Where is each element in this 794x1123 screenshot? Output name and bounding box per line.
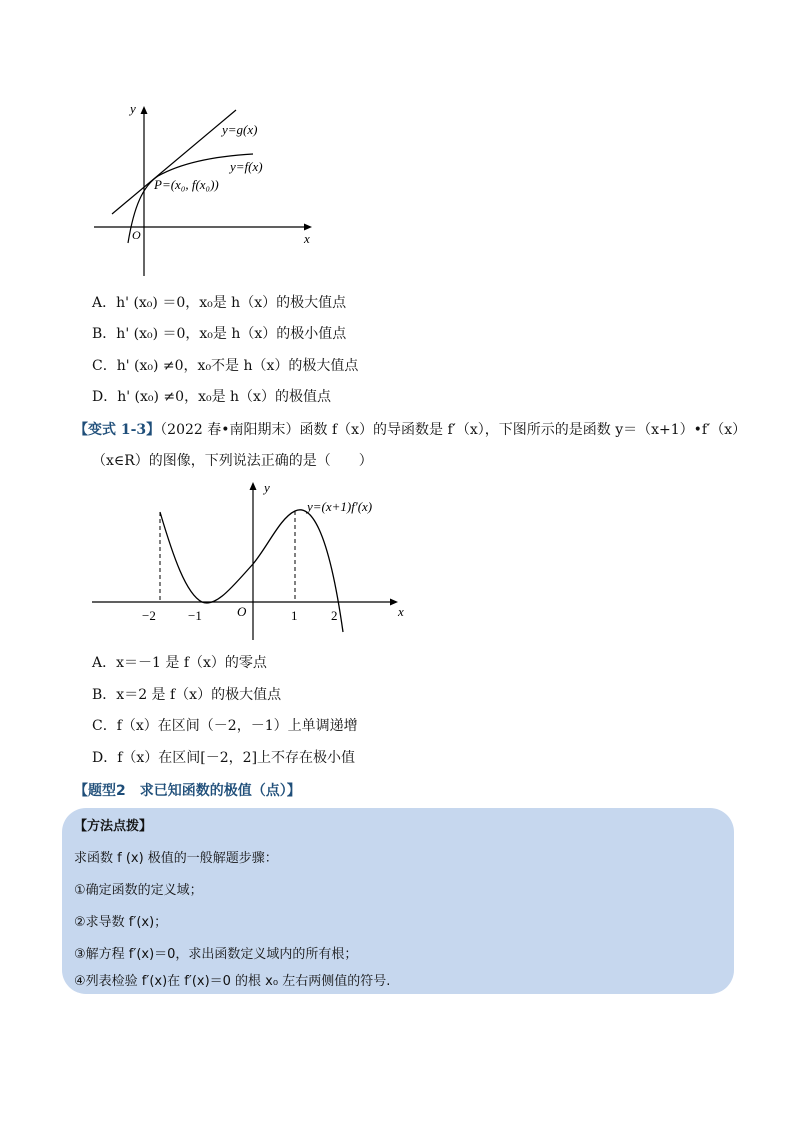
y-axis-arrow	[141, 106, 148, 114]
origin-label: O	[132, 228, 141, 242]
method-line-1: 求函数 f (x) 极值的一般解题步骤：	[74, 851, 278, 866]
g-label: y=g(x)	[222, 122, 258, 137]
tick-label-1: 1	[291, 608, 298, 623]
method-title: 【方法点拨】	[74, 819, 153, 834]
tangent-graph	[88, 96, 328, 278]
origin-label: O	[237, 604, 247, 619]
option-2-c[interactable]: C．f（x）在区间（－2，－1）上单调递增	[92, 718, 358, 734]
point-p-label: P=(x₀, f(x₀))	[154, 177, 219, 192]
method-box	[62, 808, 734, 994]
option-2-b[interactable]: B．x＝2 是 f（x）的极大值点	[92, 687, 282, 703]
x-axis-arrow	[304, 224, 312, 231]
option-1-b[interactable]: B．h' (x₀) ＝0，x₀是 h（x）的极小值点	[92, 326, 347, 342]
x-axis-label: x	[398, 604, 404, 619]
y-axis-label: y	[130, 101, 136, 116]
option-1-c[interactable]: C．h' (x₀) ≠0，x₀不是 h（x）的极大值点	[92, 358, 359, 374]
option-1-d[interactable]: D．h' (x₀) ≠0，x₀是 h（x）的极值点	[92, 389, 331, 405]
tick-label-minus2: −2	[142, 608, 156, 623]
variant-question-line1: 【变式 1-3】（2022 春•南阳期末）函数 f（x）的导函数是 f′（x），下图所示的是函数 y＝（x+1）•f′（x）	[74, 422, 747, 438]
option-2-d[interactable]: D．f（x）在区间[－2，2]上不存在极小值	[92, 750, 356, 766]
tick-label-minus1: −1	[188, 608, 202, 623]
variant-tag: 【变式 1-3】	[74, 422, 161, 438]
variant-question-line2: （x∈R）的图像，下列说法正确的是（ ）	[92, 453, 373, 469]
y-axis-arrow	[250, 482, 257, 490]
option-2-a[interactable]: A．x＝－1 是 f（x）的零点	[92, 655, 267, 671]
method-line-3: ②求导数 f′(x)；	[74, 915, 168, 930]
tangent-line-g	[112, 110, 236, 214]
tick-label-2: 2	[331, 608, 338, 623]
method-line-2: ①确定函数的定义域；	[74, 883, 203, 898]
option-1-a[interactable]: A．h' (x₀) ＝0，x₀是 h（x）的极大值点	[92, 295, 347, 311]
y-axis-label: y	[264, 480, 270, 495]
method-line-4: ③解方程 f′(x)＝0，求出函数定义域内的所有根；	[74, 947, 358, 962]
x-axis-label: x	[304, 231, 310, 246]
curve-label: y=(x+1)f′(x)	[307, 499, 373, 514]
derivative-product-graph	[88, 476, 418, 646]
section-heading: 【题型2 求已知函数的极值（点）】	[74, 783, 301, 799]
method-line-5: ④列表检验 f′(x)在 f′(x)＝0 的根 x₀ 左右两侧值的符号.	[74, 974, 391, 989]
x-axis-arrow	[390, 599, 398, 606]
f-label: y=f(x)	[230, 159, 263, 174]
